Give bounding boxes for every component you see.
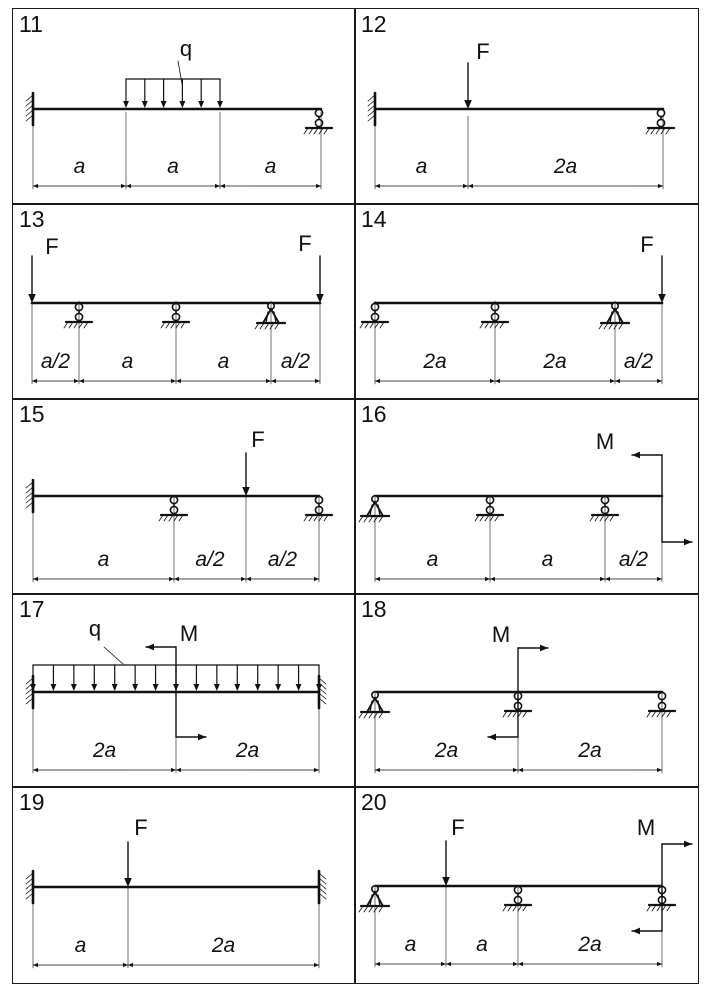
dimension-label: a [121, 350, 134, 373]
fixed-support-wall [368, 93, 375, 125]
problem-cell-11 [12, 8, 356, 205]
force-arrow [464, 63, 472, 109]
dimension-label: a [97, 548, 110, 571]
force-label: F [251, 427, 265, 452]
beam-diagram [13, 204, 354, 398]
force-label: F [134, 815, 148, 840]
dimension-label: a/2 [40, 350, 71, 373]
fixed-support-wall [26, 93, 33, 125]
moment-label: M [179, 621, 199, 646]
beam-diagram [13, 594, 354, 786]
dimension-label: a [476, 933, 488, 956]
problem-cell-20 [354, 786, 699, 984]
fixed-support-wall [319, 676, 326, 708]
dimension-label: a [217, 350, 230, 373]
dimension-label: 2a [578, 739, 602, 762]
force-label: F [298, 231, 312, 256]
roller-support [647, 886, 675, 911]
pin-support [359, 496, 389, 522]
beam-diagram [355, 594, 697, 786]
problem-number: 18 [361, 596, 387, 622]
force-label: F [476, 39, 490, 64]
problem-cell-13 [12, 203, 356, 400]
dimension-label: a [74, 934, 87, 957]
distributed-load [123, 61, 223, 108]
dimension-label: a/2 [267, 548, 298, 571]
roller-support [647, 692, 675, 717]
force-arrow [442, 841, 450, 886]
problem-cell-18 [354, 593, 699, 788]
beam-diagram [13, 399, 354, 593]
pin-support [359, 692, 389, 718]
force-label: F [451, 815, 465, 840]
force-arrow [28, 256, 36, 303]
problem-cell-16 [354, 398, 699, 595]
problem-number: 12 [361, 11, 387, 37]
dimension-label: 2a [423, 350, 447, 373]
dimension-label: 2a [543, 350, 567, 373]
roller-support [590, 496, 618, 521]
dimension-label: a [167, 155, 179, 178]
problem-cell-19 [12, 786, 356, 984]
problem-number: 13 [19, 206, 45, 232]
force-arrow [124, 842, 132, 887]
dimension-line [375, 301, 662, 384]
problem-number: 16 [361, 401, 387, 427]
moment-label: M [595, 429, 615, 454]
problem-cell-12 [354, 8, 699, 205]
roller-support [360, 303, 388, 328]
force-arrow [242, 453, 250, 496]
dimension-line [32, 301, 320, 384]
force-label: F [45, 234, 59, 259]
fixed-support-wall [319, 871, 326, 903]
pin-support [599, 303, 629, 329]
roller-support [304, 496, 332, 521]
pin-support [255, 303, 285, 329]
dimension-label: 2a [211, 934, 236, 957]
load-q-label: q [179, 36, 193, 61]
fixed-support-wall [26, 676, 33, 708]
dimension-line [33, 692, 319, 773]
roller-support [480, 303, 508, 328]
problem-cell-15 [12, 398, 356, 595]
roller-support [503, 886, 531, 911]
moment-label: M [491, 622, 511, 647]
force-label: F [640, 232, 654, 257]
dimension-label: a/2 [618, 548, 649, 571]
force-arrow [316, 256, 324, 303]
dimension-label: a/2 [195, 548, 225, 571]
roller-support [646, 109, 674, 134]
dimension-label: 2a [578, 933, 602, 956]
dimension-line [375, 116, 663, 189]
beam-diagram [13, 9, 354, 203]
dimension-label: a [415, 155, 428, 178]
problem-number: 15 [19, 401, 45, 427]
dimension-label: 2a [553, 155, 578, 178]
dimension-label: a [73, 155, 86, 178]
dimension-label: a/2 [280, 350, 311, 373]
problem-number: 19 [19, 789, 45, 815]
roller-support [64, 303, 92, 328]
beam-diagram [355, 9, 697, 203]
dimension-label: a [426, 548, 439, 571]
force-arrow [658, 256, 666, 303]
roller-support [475, 496, 503, 521]
dimension-label: a [264, 155, 277, 178]
problem-number: 17 [19, 596, 45, 622]
roller-support [159, 496, 187, 521]
beam-diagram [355, 787, 697, 982]
dimension-label: a [404, 933, 417, 956]
roller-support [503, 692, 531, 717]
problem-cell-17 [12, 593, 356, 788]
roller-support [304, 109, 332, 134]
dimension-label: a [541, 548, 554, 571]
fixed-support-wall [26, 480, 33, 512]
beam-diagram [355, 204, 697, 398]
beam-diagram [13, 787, 354, 982]
problem-number: 14 [361, 206, 387, 232]
pin-support [359, 886, 389, 912]
dimension-label: 2a [92, 739, 117, 762]
roller-support [161, 303, 189, 328]
problem-number: 20 [361, 789, 387, 815]
load-q-label: q [88, 616, 102, 641]
fixed-support-wall [26, 871, 33, 903]
problem-number: 11 [19, 11, 43, 37]
beam-diagram [355, 399, 697, 593]
dimension-label: a/2 [623, 350, 654, 373]
moment-label: M [636, 815, 656, 840]
problem-cell-14 [354, 203, 699, 400]
dimension-label: 2a [235, 739, 260, 762]
dimension-label: 2a [434, 739, 459, 762]
